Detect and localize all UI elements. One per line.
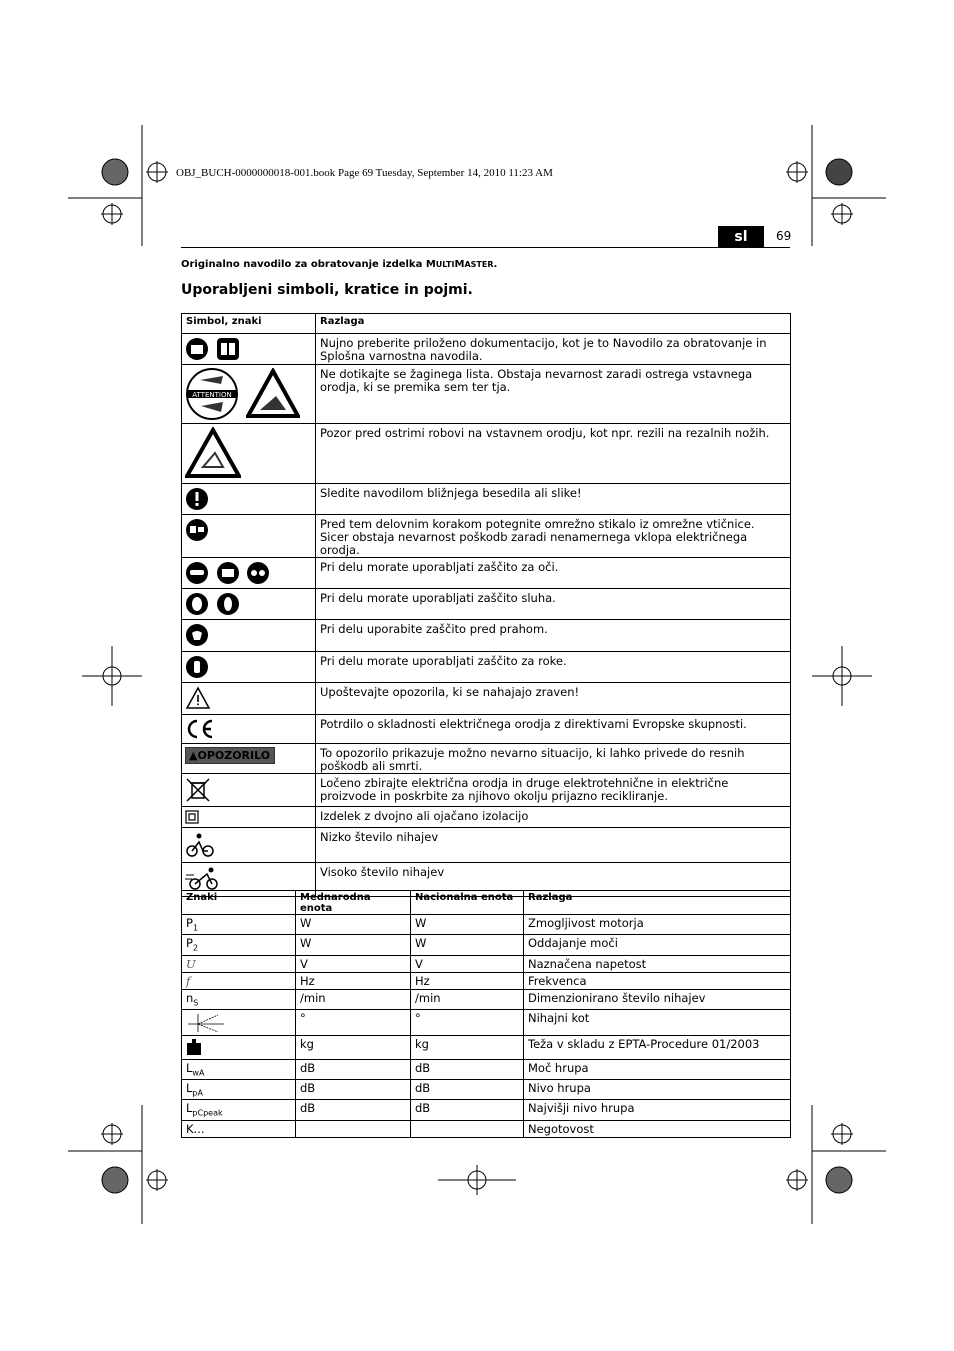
table-row bbox=[182, 334, 791, 365]
description-cell: Pozor pred ostrimi robovi na vstavnem orodju, kot npr. rezili na rezalnih nožih. bbox=[316, 424, 791, 484]
crossed-bin-icon bbox=[185, 777, 211, 803]
table-row bbox=[182, 515, 791, 558]
national-unit-cell: W bbox=[411, 935, 524, 955]
symbol-cell bbox=[182, 828, 316, 863]
intl-unit-cell: ° bbox=[296, 1009, 411, 1035]
table-row bbox=[182, 744, 791, 774]
description-cell: Nujno preberite priloženo dokumentacijo, kot je to Navodilo za obratovanje in Splošna varnostna navodila. bbox=[316, 334, 791, 365]
sign-cell bbox=[182, 1080, 296, 1100]
table-header-row bbox=[182, 314, 791, 334]
national-unit-cell: V bbox=[411, 955, 524, 972]
col-header-symbol: Simbol, znaki bbox=[182, 314, 316, 334]
brand-m2: M bbox=[454, 259, 465, 270]
description-cell: Pri delu morate uporabljati zaščito za roke. bbox=[316, 652, 791, 683]
explanation-cell: Oddajanje moči bbox=[524, 935, 791, 955]
table-row bbox=[182, 972, 791, 989]
description-cell: Potrdilo o skladnosti električnega orodja z direktivami Evropske skupnosti. bbox=[316, 715, 791, 744]
intl-unit-cell: dB bbox=[296, 1080, 411, 1100]
symbol-cell bbox=[182, 652, 316, 683]
description-cell: Visoko število nihajev bbox=[316, 863, 791, 897]
sign-cell bbox=[182, 915, 296, 935]
warning-sharp-edges-icon bbox=[185, 427, 241, 479]
sign-cell bbox=[182, 955, 296, 972]
table-row bbox=[182, 683, 791, 715]
sign-cell bbox=[182, 935, 296, 955]
sign: L bbox=[186, 1101, 193, 1116]
brand-m: M bbox=[425, 259, 436, 270]
sign-subscript: 2 bbox=[192, 943, 199, 953]
intl-unit-cell: Hz bbox=[296, 972, 411, 989]
explanation-cell: Zmogljivost motorja bbox=[524, 915, 791, 935]
symbol-cell bbox=[182, 715, 316, 744]
table-row bbox=[182, 424, 791, 484]
national-unit-cell bbox=[411, 1120, 524, 1137]
national-unit-cell: kg bbox=[411, 1035, 524, 1059]
symbols-table bbox=[181, 313, 791, 897]
sign-cell bbox=[182, 972, 296, 989]
manual-subtitle bbox=[181, 259, 497, 270]
intl-unit-cell: dB bbox=[296, 1100, 411, 1120]
sign-cell bbox=[182, 989, 296, 1009]
description-cell: Pri delu morate uporabljati zaščito za oči. bbox=[316, 558, 791, 589]
warning-triangle-icon bbox=[185, 686, 211, 710]
weight-icon bbox=[186, 1038, 202, 1056]
description-cell: Ločeno zbirajte električna orodja in druge elektrotehnične in električne proizvode in poskrbite za njihovo okolju prijazno recikliranje. bbox=[316, 774, 791, 807]
explanation-cell: Najvišji nivo hrupa bbox=[524, 1100, 791, 1120]
national-unit-cell: W bbox=[411, 915, 524, 935]
description-cell: To opozorilo prikazuje možno nevarno situacijo, ki lahko privede do resnih poškodb ali smrti. bbox=[316, 744, 791, 774]
symbol-cell bbox=[182, 365, 316, 424]
sign: P bbox=[186, 936, 193, 951]
table-row bbox=[182, 828, 791, 863]
table-row bbox=[182, 620, 791, 652]
explanation-cell: Nihajni kot bbox=[524, 1009, 791, 1035]
intl-unit-cell: kg bbox=[296, 1035, 411, 1059]
ear-protection-icon bbox=[185, 592, 209, 616]
subtitle-period: . bbox=[493, 259, 498, 270]
subtitle-text: Originalno navodilo za obratovanje izdelka bbox=[181, 259, 426, 270]
national-unit-cell: ° bbox=[411, 1009, 524, 1035]
attention-blade-icon bbox=[185, 368, 239, 420]
explanation-cell: Naznačena napetost bbox=[524, 955, 791, 972]
explanation-cell: Nivo hrupa bbox=[524, 1080, 791, 1100]
opozorilo-label bbox=[185, 747, 275, 764]
sign-cell: K... bbox=[182, 1120, 296, 1137]
description-cell: Upoštevajte opozorila, ki se nahajajo zraven! bbox=[316, 683, 791, 715]
slow-cyclist-icon bbox=[185, 831, 215, 859]
col-header-explanation: Razlaga bbox=[524, 891, 791, 915]
oscillation-angle-icon bbox=[186, 1012, 226, 1032]
table-row bbox=[182, 1080, 791, 1100]
sign: U bbox=[186, 956, 196, 971]
sign-cell bbox=[182, 1035, 296, 1059]
intl-unit-cell: V bbox=[296, 955, 411, 972]
header-rule bbox=[181, 247, 790, 248]
table-row bbox=[182, 1035, 791, 1059]
intl-unit-cell: W bbox=[296, 935, 411, 955]
fast-cyclist-icon bbox=[185, 866, 221, 892]
symbol-cell bbox=[182, 774, 316, 807]
national-unit-cell: dB bbox=[411, 1100, 524, 1120]
table-row bbox=[182, 484, 791, 515]
warning-saw-blade-icon bbox=[246, 368, 300, 418]
brand-aster: ASTER bbox=[464, 260, 494, 269]
sign: P bbox=[186, 916, 193, 930]
language-badge: sl bbox=[718, 226, 764, 247]
warning-triangle-small-icon: ▲ bbox=[189, 749, 198, 762]
sign: f bbox=[186, 973, 191, 988]
explanation-cell: Teža v skladu z EPTA-Procedure 01/2003 bbox=[524, 1035, 791, 1059]
sign: n bbox=[186, 990, 194, 1005]
symbol-cell bbox=[182, 807, 316, 828]
description-cell: Izdelek z dvojno ali ojačano izolacijo bbox=[316, 807, 791, 828]
sign: L bbox=[186, 1060, 193, 1075]
table-row bbox=[182, 558, 791, 589]
section-heading: Uporabljeni simboli, kratice in pojmi. bbox=[181, 282, 473, 298]
table-header-row bbox=[182, 891, 791, 915]
intl-unit-cell: /min bbox=[296, 989, 411, 1009]
sign-subscript: S bbox=[193, 997, 199, 1007]
description-cell: Pri delu uporabite zaščito pred prahom. bbox=[316, 620, 791, 652]
symbol-cell bbox=[182, 334, 316, 365]
description-cell: Ne dotikajte se žaginega lista. Obstaja nevarnost zaradi ostrega vstavnega orodja, ki se premika sem ter tja. bbox=[316, 365, 791, 424]
gloves-icon bbox=[185, 655, 209, 679]
table-row bbox=[182, 589, 791, 620]
ear-muffs-icon bbox=[216, 592, 240, 616]
intl-unit-cell: dB bbox=[296, 1059, 411, 1079]
national-unit-cell: dB bbox=[411, 1080, 524, 1100]
national-unit-cell: dB bbox=[411, 1059, 524, 1079]
national-unit-cell: Hz bbox=[411, 972, 524, 989]
symbol-cell bbox=[182, 683, 316, 715]
symbol-cell bbox=[182, 484, 316, 515]
sign-subscript: wA bbox=[192, 1068, 205, 1078]
table-row bbox=[182, 935, 791, 955]
opozorilo-text: OPOZORILO bbox=[197, 749, 271, 762]
face-shield-icon bbox=[216, 561, 240, 585]
table-row bbox=[182, 1009, 791, 1035]
national-unit-cell: /min bbox=[411, 989, 524, 1009]
table-row bbox=[182, 774, 791, 807]
table-row bbox=[182, 1120, 791, 1137]
explanation-cell: Frekvenca bbox=[524, 972, 791, 989]
table-row bbox=[182, 652, 791, 683]
symbol-cell bbox=[182, 424, 316, 484]
goggles-icon bbox=[185, 561, 209, 585]
sign-cell bbox=[182, 1100, 296, 1120]
intl-unit-cell: W bbox=[296, 915, 411, 935]
book-header: OBJ_BUCH-0000000018-001.book Page 69 Tuesday, September 14, 2010 11:23 AM bbox=[176, 167, 553, 179]
table-row bbox=[182, 1059, 791, 1079]
sign-subscript: 1 bbox=[192, 923, 199, 933]
col-header-description: Razlaga bbox=[316, 314, 791, 334]
col-header-sign: Znaki bbox=[182, 891, 296, 915]
double-insulation-icon bbox=[185, 810, 199, 824]
table-row bbox=[182, 989, 791, 1009]
table-row bbox=[182, 365, 791, 424]
ce-mark-icon bbox=[185, 718, 215, 740]
table-row bbox=[182, 915, 791, 935]
safety-glasses-icon bbox=[246, 561, 270, 585]
dust-mask-icon bbox=[185, 623, 209, 647]
unplug-icon bbox=[185, 518, 209, 542]
explanation-cell: Dimenzionirano število nihajev bbox=[524, 989, 791, 1009]
table-row bbox=[182, 807, 791, 828]
symbol-cell bbox=[182, 744, 316, 774]
sign-cell bbox=[182, 1059, 296, 1079]
symbol-cell bbox=[182, 515, 316, 558]
sign-subscript: pCpeak bbox=[192, 1108, 223, 1118]
table-row bbox=[182, 715, 791, 744]
symbol-cell bbox=[182, 620, 316, 652]
description-cell: Sledite navodilom bližnjega besedila ali slike! bbox=[316, 484, 791, 515]
svg-text:ATTENTION: ATTENTION bbox=[192, 391, 232, 399]
explanation-cell: Negotovost bbox=[524, 1120, 791, 1137]
page-number: 69 bbox=[776, 229, 792, 243]
col-header-national-unit: Nacionalna enota bbox=[411, 891, 524, 915]
read-manual-icon bbox=[185, 337, 209, 361]
brand-ulti: ULTI bbox=[435, 260, 455, 269]
sign-subscript: pA bbox=[192, 1088, 203, 1098]
description-cell: Pred tem delovnim korakom potegnite omrežno stikalo iz omrežne vtičnice. Sicer obstaja nevarnost poškodb zaradi nenamernega vklopa električnega orodja. bbox=[316, 515, 791, 558]
col-header-intl-unit: Mednarodna enota bbox=[296, 891, 411, 915]
units-table bbox=[181, 890, 791, 1138]
table-row bbox=[182, 1100, 791, 1120]
sign: L bbox=[186, 1081, 193, 1096]
description-cell: Nizko število nihajev bbox=[316, 828, 791, 863]
description-cell: Pri delu morate uporabljati zaščito sluha. bbox=[316, 589, 791, 620]
exclamation-icon bbox=[185, 487, 209, 511]
symbol-cell bbox=[182, 589, 316, 620]
book-icon bbox=[216, 337, 240, 361]
intl-unit-cell bbox=[296, 1120, 411, 1137]
explanation-cell: Moč hrupa bbox=[524, 1059, 791, 1079]
sign-cell bbox=[182, 1009, 296, 1035]
symbol-cell bbox=[182, 558, 316, 589]
table-row bbox=[182, 955, 791, 972]
